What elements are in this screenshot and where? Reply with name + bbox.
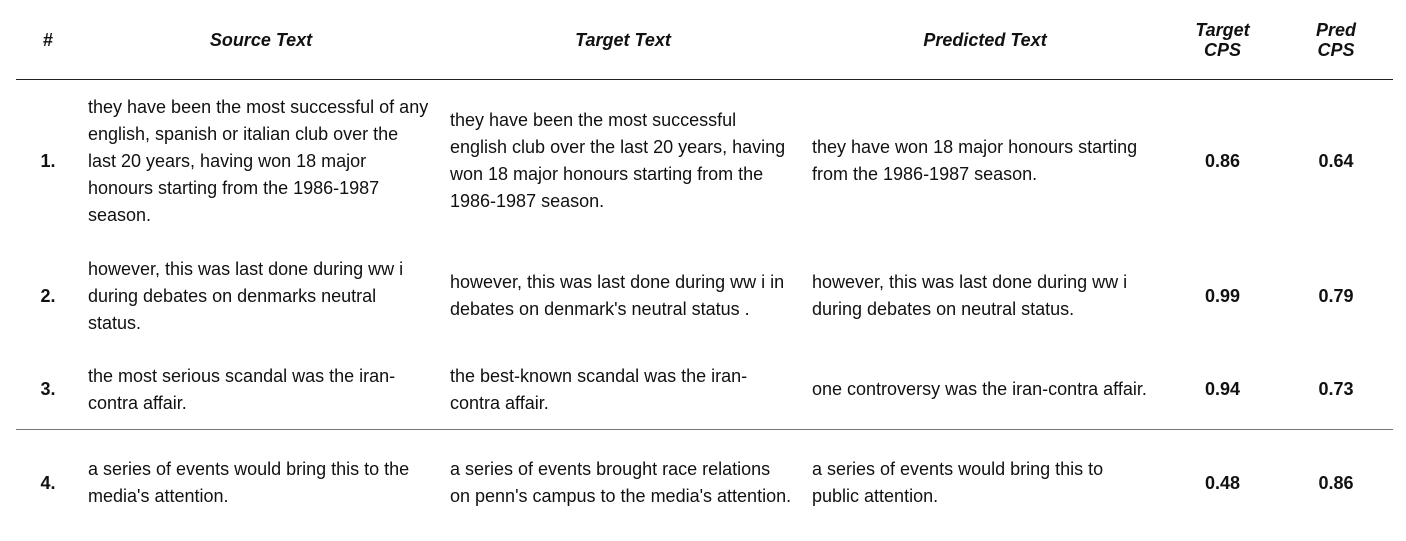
row-index: 2. <box>40 285 56 306</box>
pred-cps-cell: 0.64 <box>1318 150 1354 171</box>
table-row <box>16 80 1393 243</box>
table-header-row <box>16 0 1393 80</box>
row-index: 4. <box>40 472 56 493</box>
header-target-cps-line1: Target <box>1195 19 1250 40</box>
header-predicted-text: Predicted Text <box>804 0 1166 80</box>
results-table-container <box>16 0 1393 536</box>
source-text-cell: however, this was last done during ww i during debates on denmarks neutral status. <box>88 258 404 333</box>
table-row <box>16 242 1393 350</box>
header-pred-cps-line1: Pred <box>1315 19 1357 40</box>
header-pred-cps <box>1279 0 1393 80</box>
target-cps-cell: 0.99 <box>1204 285 1241 306</box>
source-text-cell: they have been the most successful of any english, spanish or italian club over the last 20 years, having won 18 major honours starting from the 1986-1987 season. <box>88 96 429 225</box>
target-text-cell: they have been the most successful english club over the last 20 years, having won 18 major honours starting from the 1986-1987 season. <box>450 110 786 211</box>
row-index: 3. <box>16 350 80 430</box>
header-pred-cps-line2: CPS <box>1317 39 1355 60</box>
target-text-cell: a series of events brought race relations on penn's campus to the media's attention. <box>450 459 792 506</box>
table-row <box>16 430 1393 537</box>
target-cps-cell: 0.86 <box>1204 150 1241 171</box>
header-source-text: Source Text <box>80 0 442 80</box>
header-target-cps <box>1166 0 1279 80</box>
target-cps-cell: 0.94 <box>1166 350 1279 430</box>
header-target-cps-line2: CPS <box>1203 39 1241 60</box>
row-index: 1. <box>40 150 56 171</box>
pred-cps-cell: 0.73 <box>1279 350 1393 430</box>
predicted-text-cell: however, this was last done during ww i during debates on neutral status. <box>812 272 1128 319</box>
target-text-cell: however, this was last done during ww i in debates on denmark's neutral status . <box>450 272 785 319</box>
table-row <box>16 350 1393 430</box>
results-table <box>16 0 1393 536</box>
source-text-cell: a series of events would bring this to the media's attention. <box>88 459 410 506</box>
header-number: # <box>16 0 80 80</box>
predicted-text-cell: one controversy was the iran-contra affair. <box>804 350 1166 430</box>
pred-cps-cell: 0.79 <box>1318 285 1354 306</box>
source-text-cell: the most serious scandal was the iran-contra affair. <box>80 350 442 430</box>
header-target-text: Target Text <box>442 0 804 80</box>
target-cps-cell: 0.48 <box>1204 472 1241 493</box>
predicted-text-cell: a series of events would bring this to public attention. <box>812 459 1104 506</box>
predicted-text-cell: they have won 18 major honours starting from the 1986-1987 season. <box>812 137 1138 184</box>
pred-cps-cell: 0.86 <box>1318 472 1354 493</box>
target-text-cell: the best-known scandal was the iran-contra affair. <box>442 350 804 430</box>
